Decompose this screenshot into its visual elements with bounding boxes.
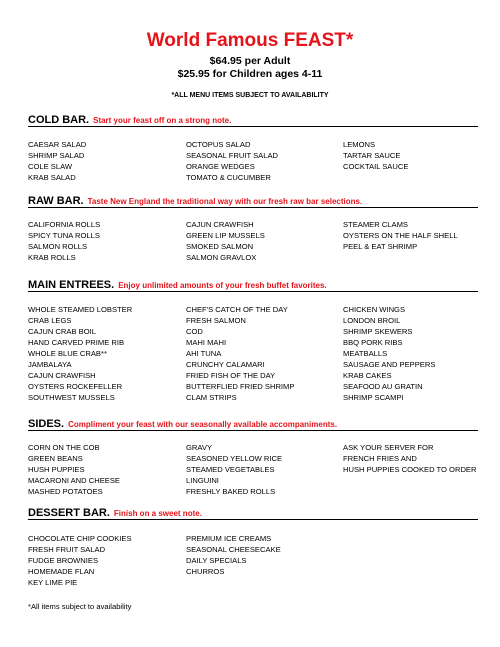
menu-item: FRESH FRUIT SALAD (28, 545, 106, 554)
menu-item: FRENCH FRIES AND (343, 454, 417, 463)
menu-item: CORN ON THE COB (28, 443, 100, 452)
menu-item: WHOLE BLUE CRAB** (28, 349, 107, 358)
section-tagline: Start your feast off on a strong note. (93, 116, 232, 125)
menu-item: SEASONAL FRUIT SALAD (186, 151, 278, 160)
menu-item: OCTOPUS SALAD (186, 140, 251, 149)
raw-bar-column-3 (343, 219, 458, 252)
menu-item: CAJUN CRAB BOIL (28, 327, 96, 336)
menu-item: GRAVY (186, 443, 213, 452)
menu-item: LEMONS (343, 140, 376, 149)
section-title: SIDES. (28, 418, 65, 430)
menu-item: HUSH PUPPIES (28, 465, 85, 474)
menu-item: CAESAR SALAD (28, 140, 87, 149)
menu-item: CRUNCHY CALAMARI (186, 360, 265, 369)
menu-item: TARTAR SAUCE (343, 151, 401, 160)
menu-item: STEAMED VEGETABLES (186, 465, 275, 474)
menu-item: FUDGE BROWNIES (28, 556, 99, 565)
menu-item: GREEN BEANS (28, 454, 83, 463)
sides-column-3 (343, 442, 476, 475)
menu-item: HUSH PUPPIES COOKED TO ORDER (343, 465, 477, 474)
menu-item: STEAMER CLAMS (343, 220, 408, 229)
cold-bar-column-1 (28, 139, 86, 183)
sides-column-1 (28, 442, 120, 497)
menu-item: CALIFORNIA ROLLS (28, 220, 101, 229)
menu-item: SALMON GRAVLOX (186, 253, 257, 262)
menu-item: SHRIMP SKEWERS (343, 327, 413, 336)
menu-item: SMOKED SALMON (186, 242, 254, 251)
menu-item: ASK YOUR SERVER FOR (343, 443, 434, 452)
menu-item: KRAB SALAD (28, 173, 76, 182)
cold-bar-column-2 (186, 139, 278, 183)
menu-item: SALMON ROLLS (28, 242, 88, 251)
menu-item: CHEF'S CATCH OF THE DAY (186, 305, 288, 314)
menu-item: LINGUINI (186, 476, 219, 485)
adult-price: $64.95 per Adult (209, 55, 291, 67)
menu-item: HOMEMADE FLAN (28, 567, 95, 576)
menu-item: TOMATO & CUCUMBER (186, 173, 271, 182)
section-title: DESSERT BAR. (28, 507, 110, 519)
section-sides-heading (28, 414, 478, 431)
menu-item: SEAFOOD AU GRATIN (343, 382, 423, 391)
menu-item: SPICY TUNA ROLLS (28, 231, 100, 240)
menu-item: DAILY SPECIALS (186, 556, 247, 565)
menu-item: SHRIMP SALAD (28, 151, 85, 160)
menu-item: SEASONAL CHEESECAKE (186, 545, 281, 554)
section-title: COLD BAR. (28, 114, 90, 126)
section-dessert-bar-heading (28, 503, 478, 520)
menu-item: FRESHLY BAKED ROLLS (186, 487, 276, 496)
menu-item: MACARONI AND CHEESE (28, 476, 120, 485)
raw-bar-column-2 (186, 219, 265, 263)
menu-item: SEASONED YELLOW RICE (186, 454, 283, 463)
menu-item: WHOLE STEAMED LOBSTER (28, 305, 133, 314)
section-tagline: Finish on a sweet note. (113, 509, 202, 518)
section-tagline: Compliment your feast with our seasonally available accompaniments. (68, 420, 338, 429)
footnote: *All items subject to availability (28, 602, 132, 611)
menu-title: World Famous FEAST* (146, 30, 354, 51)
menu-item: JAMBALAYA (28, 360, 72, 369)
menu-item: CHICKEN WINGS (343, 305, 406, 314)
menu-item: FRIED FISH OF THE DAY (186, 371, 276, 380)
menu-item: BUTTERFLIED FRIED SHRIMP (186, 382, 295, 391)
menu-item: ORANGE WEDGES (186, 162, 255, 171)
section-title: MAIN ENTREES. (28, 279, 115, 291)
menu-item: PEEL & EAT SHRIMP (343, 242, 418, 251)
section-tagline: Enjoy unlimited amounts of your fresh buffet favorites. (118, 281, 327, 290)
menu-item: COLE SLAW (28, 162, 73, 171)
section-raw-bar-heading (28, 191, 478, 208)
section-title: RAW BAR. (28, 195, 84, 207)
availability-notice: *ALL MENU ITEMS SUBJECT TO AVAILABILITY (171, 92, 329, 99)
section-main-entrees-heading (28, 275, 478, 292)
dessert-bar-column-1 (28, 533, 132, 588)
menu-item: COD (186, 327, 203, 336)
main-entrees-column-3 (343, 304, 435, 403)
main-entrees-column-2 (186, 304, 294, 403)
menu-item: CAJUN CRAWFISH (186, 220, 254, 229)
sides-column-2 (186, 442, 282, 497)
menu-item: SOUTHWEST MUSSELS (28, 393, 115, 402)
menu-item: FRESH SALMON (186, 316, 246, 325)
section-tagline: Taste New England the traditional way with our fresh raw bar selections. (87, 197, 363, 206)
menu-item: KRAB ROLLS (28, 253, 76, 262)
menu-item: OYSTERS ROCKEFELLER (28, 382, 123, 391)
menu-item: BBQ PORK RIBS (343, 338, 403, 347)
menu-item: MAHI MAHI (186, 338, 227, 347)
menu-item: GREEN LIP MUSSELS (186, 231, 265, 240)
cold-bar-column-3 (343, 139, 408, 172)
menu-item: AHI TUNA (186, 349, 222, 358)
menu-item: KRAB CAKES (343, 371, 392, 380)
menu-item: HAND CARVED PRIME RIB (28, 338, 125, 347)
menu-item: CHOCOLATE CHIP COOKIES (28, 534, 132, 543)
main-entrees-column-1 (28, 304, 132, 403)
menu-item: CLAM STRIPS (186, 393, 237, 402)
child-price: $25.95 for Children ages 4-11 (177, 68, 323, 80)
menu-item: CAJUN CRAWFISH (28, 371, 96, 380)
menu-item: LONDON BROIL (343, 316, 401, 325)
menu-item: COCKTAIL SAUCE (343, 162, 409, 171)
menu-item: MEATBALLS (343, 349, 388, 358)
menu-item: SHRIMP SCAMPI (343, 393, 404, 402)
section-cold-bar-heading (28, 110, 478, 127)
menu-item: OYSTERS ON THE HALF SHELL (343, 231, 458, 240)
menu-item: CRAB LEGS (28, 316, 72, 325)
raw-bar-column-1 (28, 219, 100, 263)
dessert-bar-column-2 (186, 533, 281, 577)
menu-item: MASHED POTATOES (28, 487, 103, 496)
menu-item: PREMIUM ICE CREAMS (186, 534, 272, 543)
menu-item: CHURROS (186, 567, 225, 576)
menu-item: KEY LIME PIE (28, 578, 78, 587)
menu-item: SAUSAGE AND PEPPERS (343, 360, 436, 369)
